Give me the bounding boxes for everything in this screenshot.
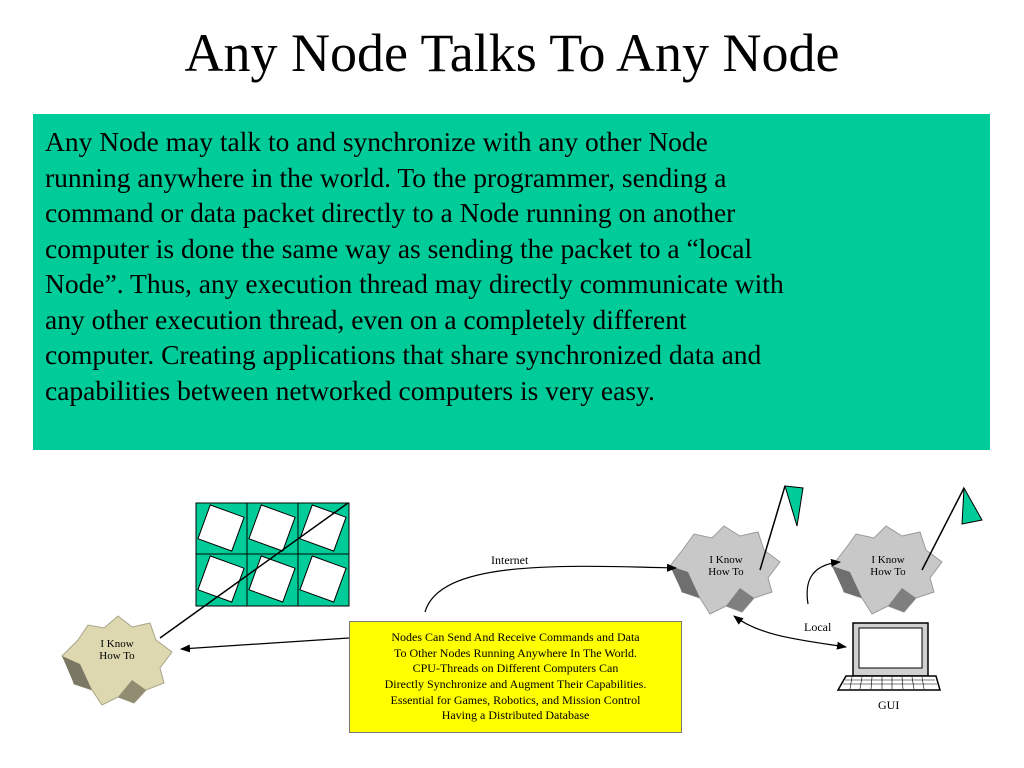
callout-text: Nodes Can Send And Receive Commands and Data To Other Nodes Running Anywhere In The World. CPU-Threads on Different Computers Can Directly Synchronize and Augment Their Capabilities. Essential for Games, Robotics, and Mission Control Having a Distributed Database — [384, 630, 647, 723]
internet-arrow — [425, 566, 676, 612]
callout-box — [349, 621, 682, 733]
local-label: Local — [804, 620, 832, 634]
internet-label: Internet — [491, 553, 529, 567]
description-text: Any Node may talk to and synchronize with any other Node running anywhere in the world. To the programmer, sending a command or data packet directly to a Node running on another computer is done the same way as sending the packet to a “local Node”. Thus, any execution thread may directly communicate with any other execution thread, even on a completely different computer. Creating applications that share synchronized data and capabilities between networked computers is very easy. — [45, 126, 784, 406]
node-mid-label: I Know How To — [708, 554, 744, 578]
slide-title: Any Node Talks To Any Node — [184, 23, 840, 83]
computer-icon — [838, 623, 940, 690]
node-right-label: I Know How To — [870, 554, 906, 578]
gui-label: GUI — [878, 698, 900, 712]
node-left-label: I Know How To — [99, 638, 135, 662]
callout-to-left-arrow — [181, 638, 349, 649]
